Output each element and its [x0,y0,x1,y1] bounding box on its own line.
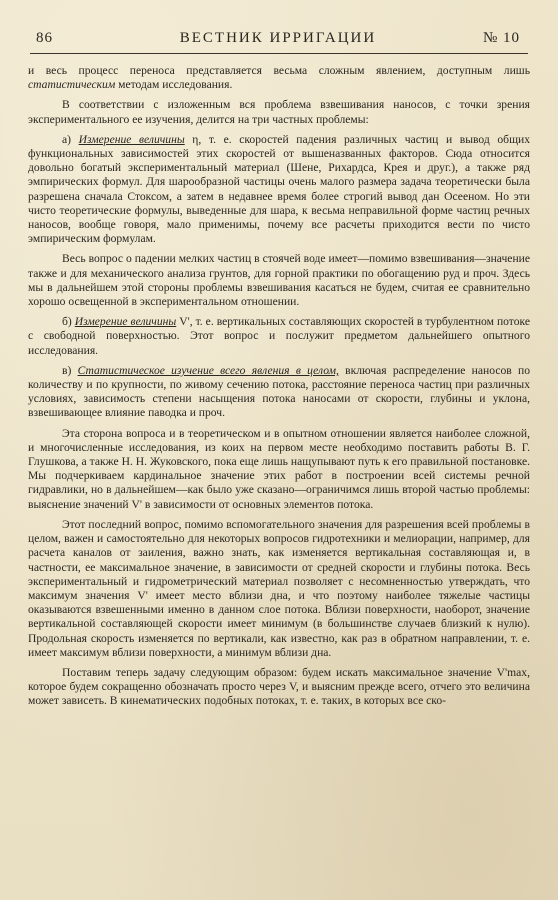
paragraph: и весь процесс переноса представляется весьма сложным явлением, доступным лишь статистическим методам исследования. [28,64,530,92]
paragraph: б) Измерение величины V', т. е. вертикальных составляющих скоростей в турбулентном потоке с свободной поверхностью. Этот вопрос и послужит предметом дальнейшего опытного исследования. [28,315,530,357]
paragraph: Эта сторона вопроса и в теоретическом и в опытном отношении является наиболее сложной, и многочисленные исследования, из коих на первом месте необходимо поставить работы В. Г. Глушкова, а также Н. Н. Жуковского, пока еще лишь нащупывают путь к его правильной постановке. Мы подчеркиваем кардинальное значение этих работ в построении всей системы речной гидравлики, но в дальнейшем—как было уже сказано—ограничимся лишь второй частью проблемы: выяснение значений V' в зависимости от основных элементов потока. [28,426,530,511]
journal-title: ВЕСТНИК ИРРИГАЦИИ [179,30,377,46]
paragraph: Этот последний вопрос, помимо вспомогательного значения для разрешения всей проблемы в целом, важен и самостоятельно для некоторых вопросов гидротехники и мелиорации, например, для расчета каналов от заиления, важно знать, как изменяется вертикальная составляющая и, в частности, ее максимальное значение, в зависимости от средней скорости и глубины потока. Весь экспериментальный и гидрометрический материал позволяет с несомненностью утверждать, что максимум значения V' имеет место вблизи дна, и что поэтому наиболее тяжелые частицы оказываются взвешенными именно в данном слое потока. Вблизи поверхности, наоборот, значение вертикальной составляющей скорости имеет минимум (в большинстве случаев близкий к нулю). Продольная скорость изменяется по вертикали, как известно, как раз в обратном направлении, т. е. имеет максимум вблизи поверхности, а минимум вблизи дна. [28,517,530,659]
header-rule [30,53,528,54]
paragraph: Весь вопрос о падении мелких частиц в стоячей воде имеет—помимо взвешивания—значение также и для механического анализа грунтов, для горной практики по обогащению руд и проч. Здесь мы в дальнейшем этой стороны проблемы взвешивания касаться не будем, считая ее сравнительно хорошо освещенной в экспериментальном отношении. [28,252,530,309]
article-body [28,64,530,715]
issue-number: № 10 [482,30,520,46]
page-header [36,30,520,52]
paragraph: Поставим теперь задачу следующим образом: будем искать максимальное значение V'max, которое будем сокращенно обозначать просто через V, и выясним прежде всего, отчего это величина может зависеть. В кинематических подобных потоках, т. е. таких, в которых все ско- [28,665,530,708]
paragraph: в) Статистическое изучение всего явления в целом, включая распределение наносов по количеству и по крупности, по живому сечению потока, расстояние переноса частиц при различных условиях, зависимость степени насыщения потока наносами от скорости, глубины и уклона, взвешивающее влияние паводка и проч. [28,363,530,420]
paragraph: а) Измерение величины η, т. е. скоростей падения различных частиц и вывод общих функциональных зависимостей этих скоростей от вышеназванных факторов. Сюда относится довольно богатый экспериментальный материал (Шене, Рихардса, Крея и друг.), а также ряд эмпирических формул. Для шарообразной частицы очень малого размера задача теоретически была разрешена сначала Стоксом, а затем в недавнее время более строгий вывод дан Осееном. Но эти чисто теоретические формулы, выведенные для шара, к весьма неправильной форме частиц речных наносов, вообще говоря, мало применимы, почему все расчеты приходится вести по чисто эмпирическим формулам. [28,132,531,246]
paragraph: В соответствии с изложенным вся проблема взвешивания наносов, с точки зрения экспериментального ее изучения, делится на три частных проблемы: [28,98,530,126]
page-number: 86 [36,30,53,46]
